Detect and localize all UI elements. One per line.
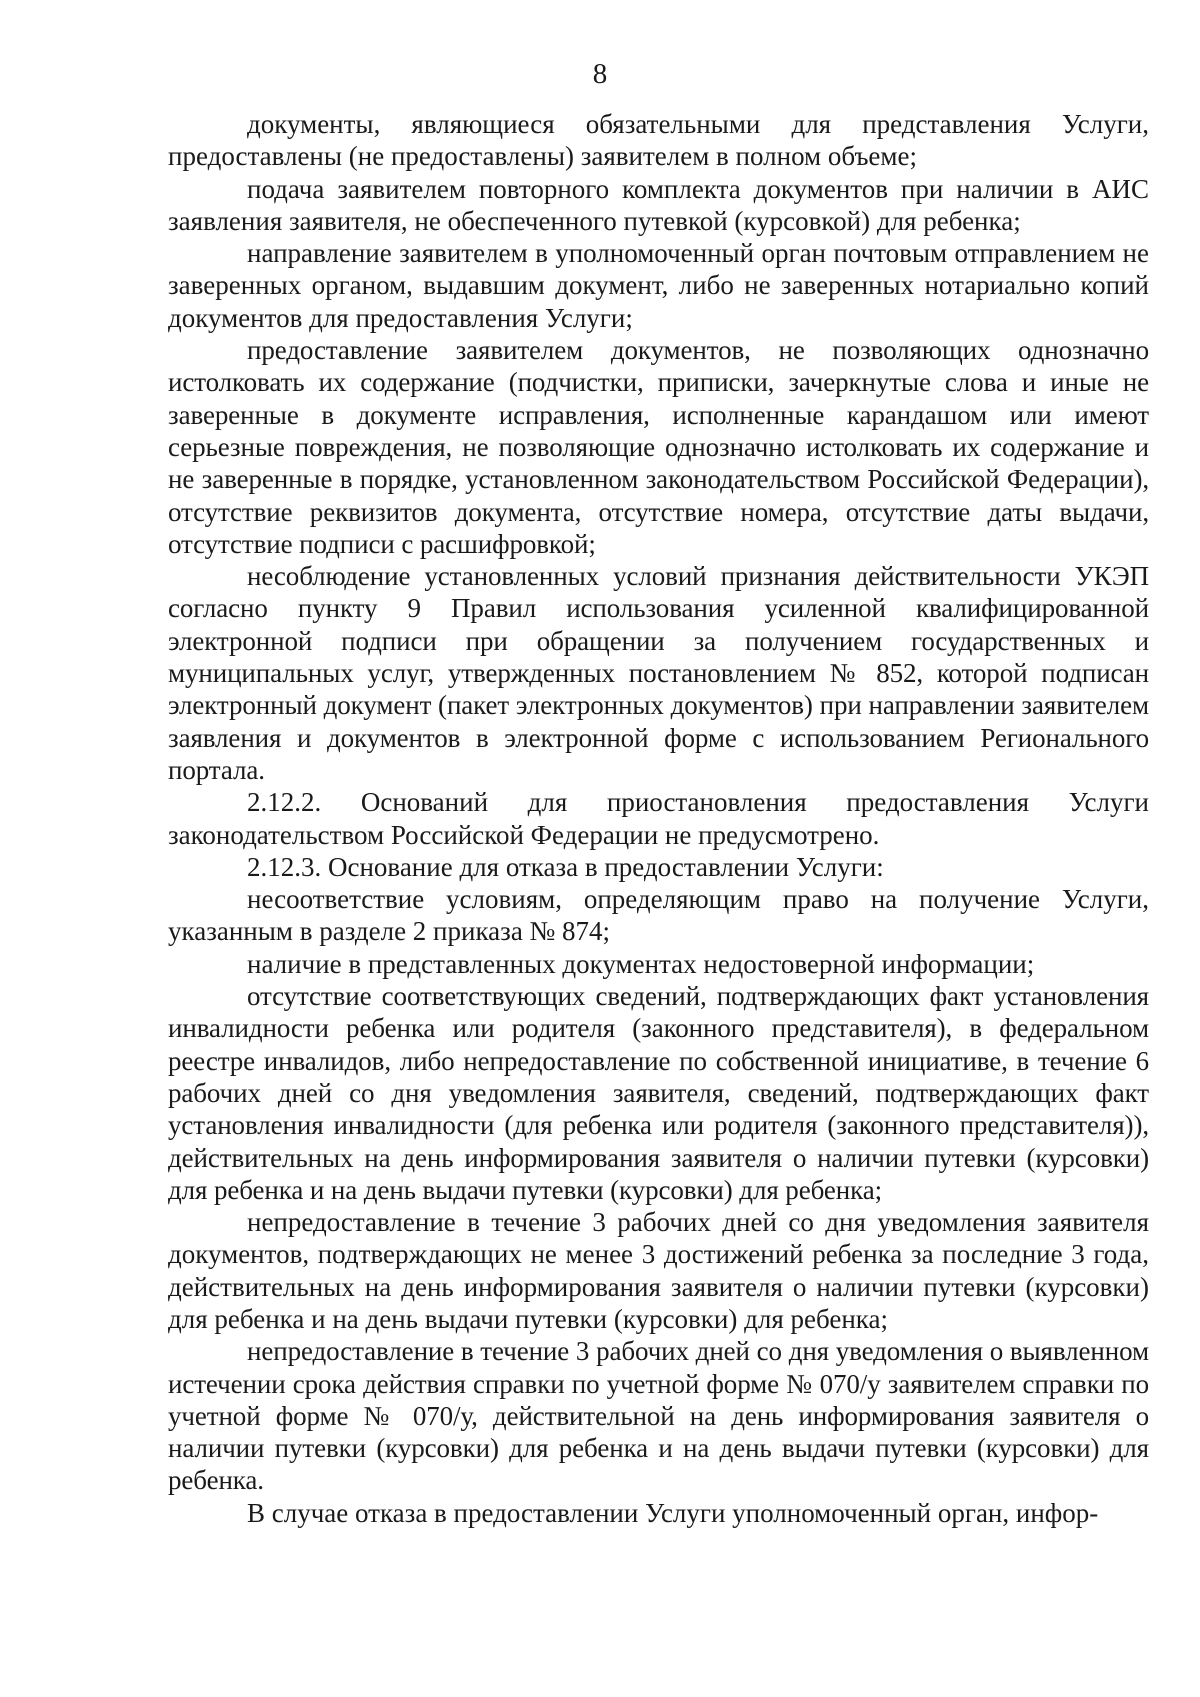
paragraph-ukep-validity: несоблюдение установленных условий признания действительности УКЭП согласно пункту 9 Правил использования усиленной квалифицированной электронной подписи при обращении за получением государственных и муниципальных услуг, утвержденных постановлением № 852, которой подписан электронный документ (пакет электронных документов) при направлении заявителем заявления и документов в электронной форме с использованием Регионального портала. <box>168 561 1149 785</box>
paragraph-ambiguous-documents: предоставление заявителем документов, не позволяющих однозначно истолковать их содержание (подчистки, приписки, зачеркнутые слова и иные не заверенные в документе исправления, исполненные карандашом или имеют серьезные повреждения, не позволяющие однозначно истолковать их содержание и не заверенные в порядке, установленном законодательством Российской Федерации), отсутствие реквизитов документа, отсутствие номера, отсутствие даты выдачи, отсутствие подписи с расшифровкой; <box>168 335 1149 559</box>
paragraph-false-information: наличие в представленных документах недостоверной информации; <box>247 948 1035 979</box>
paragraph-postal-uncertified-copies: направление заявителем в уполномоченный орган почтовым отправлением не заверенных органом, выдавшим документ, либо не заверенных нотариально копий документов для предоставления Услуги; <box>168 238 1149 333</box>
paragraph-form-070-not-provided: непредоставление в течение 3 рабочих дней со дня уведомления о выявленном истечении срока действия справки по учетной форме № 070/у заявителем справки по учетной форме № 070/у, действительной на день информирования заявителя о наличии путевки (курсовки) для ребенка и на день выдачи путевки (курсовки) для ребенка. <box>168 1336 1149 1496</box>
paragraph-eligibility-mismatch: несоответствие условиям, определяющим право на получение Услуги, указанным в разделе 2 приказа № 874; <box>168 884 1149 947</box>
document-body <box>168 108 1149 1529</box>
paragraph-refusal-notification: В случае отказа в предоставлении Услуги уполномоченный орган, инфор- <box>247 1497 1099 1528</box>
paragraph-documents-completeness: документы, являющиеся обязательными для представления Услуги, предоставлены (не предоставлены) заявителем в полном объеме; <box>168 109 1149 172</box>
paragraph-2-12-2-suspension: 2.12.2. Оснований для приостановления предоставления Услуги законодательством Российской Федерации не предусмотрено. <box>168 787 1149 850</box>
page-number: 8 <box>592 58 608 90</box>
paragraph-disability-info-missing: отсутствие соответствующих сведений, подтверждающих факт установления инвалидности ребенка или родителя (законного представителя), в федеральном реестре инвалидов, либо непредоставление по собственной инициативе, в течение 6 рабочих дней со дня уведомления заявителя, сведений, подтверждающих факт установления инвалидности (для ребенка или родителя (законного представителя)), действительных на день информирования заявителя о наличии путевки (курсовки) для ребенка и на день выдачи путевки (курсовки) для ребенка; <box>168 981 1149 1205</box>
paragraph-repeat-submission: подача заявителем повторного комплекта документов при наличии в АИС заявления заявителя, не обеспеченного путевкой (курсовкой) для ребенка; <box>168 173 1149 236</box>
paragraph-achievements-not-provided: непредоставление в течение 3 рабочих дней со дня уведомления заявителя документов, подтверждающих не менее 3 достижений ребенка за последние 3 года, действительных на день информирования заявителя о наличии путевки (курсовки) для ребенка и на день выдачи путевки (курсовки) для ребенка; <box>168 1207 1149 1334</box>
paragraph-2-12-3-refusal-heading: 2.12.3. Основание для отказа в предоставлении Услуги: <box>247 851 884 882</box>
